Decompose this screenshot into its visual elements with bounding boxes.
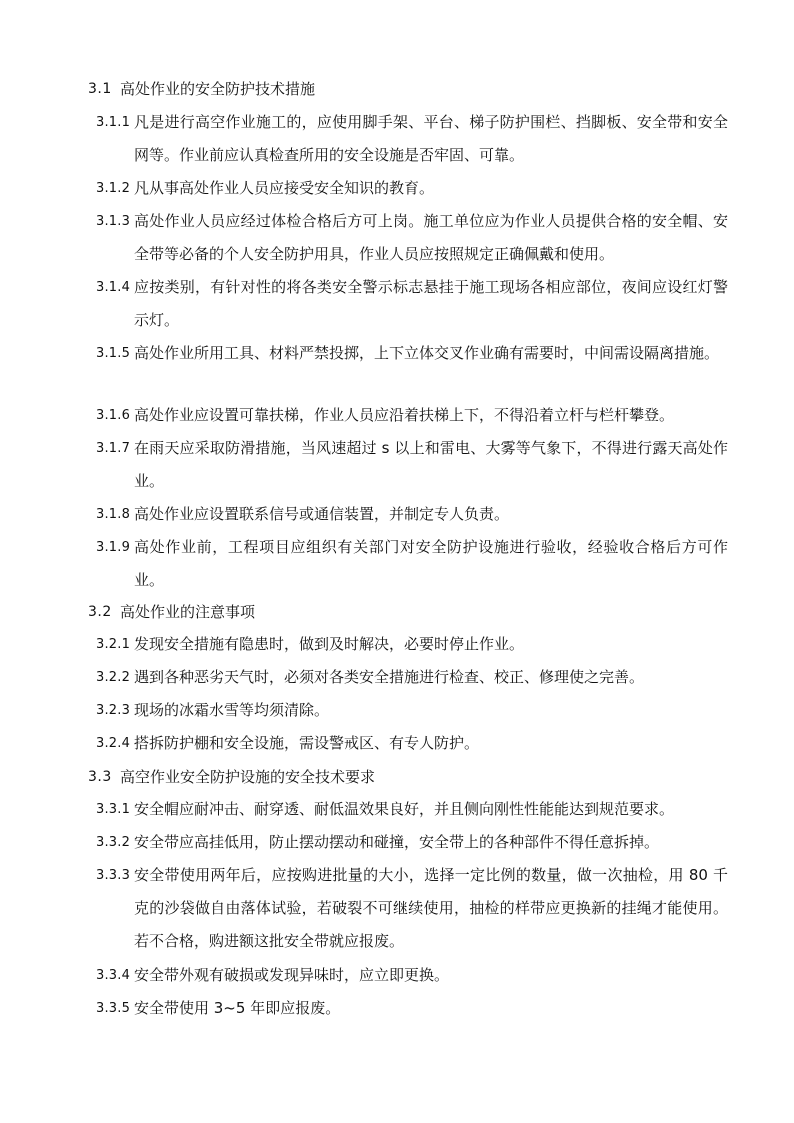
item-number: 3.1.7 <box>96 441 131 456</box>
section-number: 3.3 <box>88 769 112 785</box>
item-text: 高处作业前，工程项目应组织有关部门对安全防护设施进行验收，经验收合格后方可作业。 <box>134 538 728 589</box>
item-number: 3.1.8 <box>96 507 131 522</box>
section-title: 高处作业的安全防护技术措施 <box>120 80 316 98</box>
item-text: 凡从事高处作业人员应接受安全知识的教育。 <box>134 179 435 197</box>
item-text: 高处作业人员应经过体检合格后方可上岗。施工单位应为作业人员提供合格的安全帽、安全带等必备的个人安全防护用具，作业人员应按照规定正确佩戴和使用。 <box>134 212 728 263</box>
item-text: 搭拆防护棚和安全设施，需设警戒区、有专人防护。 <box>134 734 480 752</box>
item-number: 3.1.1 <box>96 115 131 130</box>
section-number: 3.1 <box>88 81 112 97</box>
item-number: 3.2.2 <box>96 670 131 685</box>
item-number: 3.2.4 <box>96 736 131 751</box>
item-number: 3.2.1 <box>96 637 131 652</box>
item-number: 3.3.2 <box>96 835 131 850</box>
section-title: 高空作业安全防护设施的安全技术要求 <box>120 768 376 786</box>
item-text: 安全带应高挂低用，防止摆动摆动和碰撞，安全带上的各种部件不得任意拆掉。 <box>134 833 660 851</box>
item-text: 高处作业所用工具、材料严禁投掷，上下立体交叉作业确有需要时，中间需设隔离措施。 <box>134 344 720 362</box>
item-number: 3.3.4 <box>96 968 131 983</box>
item-number: 3.2.3 <box>96 703 131 718</box>
item-number: 3.3.5 <box>96 1001 131 1016</box>
item-text: 应按类别，有针对性的将各类安全警示标志悬挂于施工现场各相应部位，夜间应设红灯警示灯。 <box>134 278 728 329</box>
item-text: 在雨天应采取防滑措施，当风速超过 s 以上和雷电、大雾等气象下，不得进行露天高处作业。 <box>134 439 728 490</box>
item-text: 高处作业应设置联系信号或通信装置，并制定专人负责。 <box>134 505 510 523</box>
item-text: 高处作业应设置可靠扶梯，作业人员应沿着扶梯上下，不得沿着立杆与栏杆攀登。 <box>134 406 675 424</box>
item-number: 3.1.3 <box>96 214 131 229</box>
item-number: 3.3.3 <box>96 868 131 883</box>
item-text: 凡是进行高空作业施工的，应使用脚手架、平台、梯子防护围栏、挡脚板、安全带和安全网等。作业前应认真检查所用的安全设施是否牢固、可靠。 <box>134 113 728 164</box>
item-text: 安全帽应耐冲击、耐穿透、耐低温效果良好，并且侧向刚性性能能达到规范要求。 <box>134 800 675 818</box>
item-text: 安全带使用 3~5 年即应报废。 <box>134 999 341 1017</box>
item-number: 3.3.1 <box>96 802 131 817</box>
section-number: 3.2 <box>88 604 112 620</box>
item-number: 3.1.6 <box>96 408 131 423</box>
section-title: 高处作业的注意事项 <box>120 603 256 621</box>
item-number: 3.1.5 <box>96 346 131 361</box>
item-text: 遇到各种恶劣天气时，必须对各类安全措施进行检查、校正、修理使之完善。 <box>134 668 645 686</box>
item-number: 3.1.2 <box>96 181 131 196</box>
item-text: 安全带外观有破损或发现异味时，应立即更换。 <box>134 966 450 984</box>
item-text: 安全带使用两年后，应按购进批量的大小，选择一定比例的数量，做一次抽检，用 80 千克的沙袋做自由落体试验，若破裂不可继续使用，抽检的样带应更换新的挂绳才能使用。若不合格，购进额这批安全带就应报废。 <box>134 866 728 950</box>
item-number: 3.1.4 <box>96 280 131 295</box>
item-text: 发现安全措施有隐患时，做到及时解决，必要时停止作业。 <box>134 635 525 653</box>
item-text: 现场的冰霜水雪等均须清除。 <box>134 701 330 719</box>
item-number: 3.1.9 <box>96 540 131 555</box>
